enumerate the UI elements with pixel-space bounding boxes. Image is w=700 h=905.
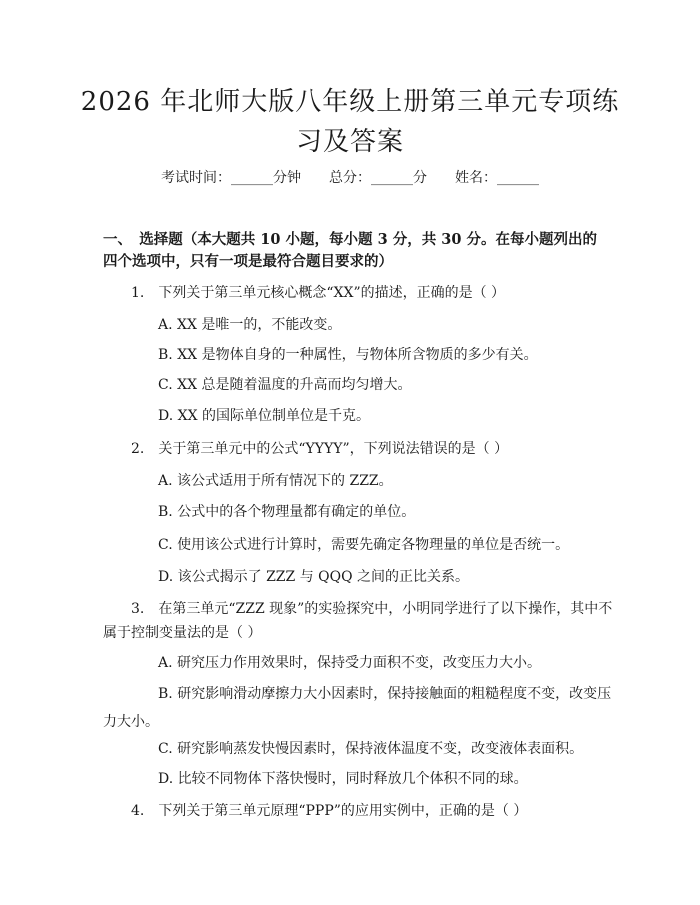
question-2-option-c: C. 使用该公式进行计算时，需要先确定各物理量的单位是否统一。	[158, 537, 570, 553]
question-1-option-c: C. XX 总是随着温度的升高而均匀增大。	[158, 377, 412, 393]
student-name-field: 姓名：______	[455, 170, 539, 186]
question-2-stem: 2. 关于第三单元中的公式“YYYY”，下列说法错误的是（ ）	[131, 441, 509, 457]
question-1-option-d: D. XX 的国际单位制单位是千克。	[158, 408, 371, 424]
question-1-stem: 1. 下列关于第三单元核心概念“XX”的描述，正确的是（ ）	[131, 285, 506, 301]
question-1-option-b: B. XX 是物体自身的一种属性，与物体所含物质的多少有关。	[158, 347, 538, 363]
question-2-option-b: B. 公式中的各个物理量都有确定的单位。	[158, 504, 416, 520]
total-score-field: 总分：______分	[329, 170, 427, 186]
question-3-option-a: A. 研究压力作用效果时，保持受力面积不变，改变压力大小。	[158, 655, 542, 671]
exam-info-line	[0, 168, 700, 188]
section-heading: 一、 选择题（本大题共 10 小题，每小题 3 分，共 30 分。在每小题列出的四个选项中，只有一项是最符合题目要求的）	[103, 231, 597, 270]
document-title: 2026 年北师大版八年级上册第三单元专项练习及答案	[80, 87, 620, 157]
question-3-option-d: D. 比较不同物体下落快慢时，同时释放几个体积不同的球。	[158, 771, 528, 787]
question-3-option-c: C. 研究影响蒸发快慢因素时，保持液体温度不变，改变液体表面积。	[158, 741, 584, 757]
question-2-option-d: D. 该公式揭示了 ZZZ 与 QQQ 之间的正比关系。	[158, 569, 470, 585]
question-3-option-b: B. 研究影响滑动摩擦力大小因素时，保持接触面的粗糙程度不变，改变压力大小。	[103, 686, 612, 730]
question-2-option-a: A. 该公式适用于所有情况下的 ZZZ。	[158, 473, 393, 489]
question-4-stem: 4. 下列关于第三单元原理“PPP”的应用实例中，正确的是（ ）	[131, 803, 528, 819]
exam-time-field: 考试时间：______分钟	[161, 170, 301, 186]
question-1-option-a: A. XX 是唯一的，不能改变。	[158, 317, 342, 333]
question-3-stem: 3. 在第三单元“ZZZ 现象”的实验探究中，小明同学进行了以下操作，其中不属于控制变量法的是（ ）	[103, 601, 613, 641]
